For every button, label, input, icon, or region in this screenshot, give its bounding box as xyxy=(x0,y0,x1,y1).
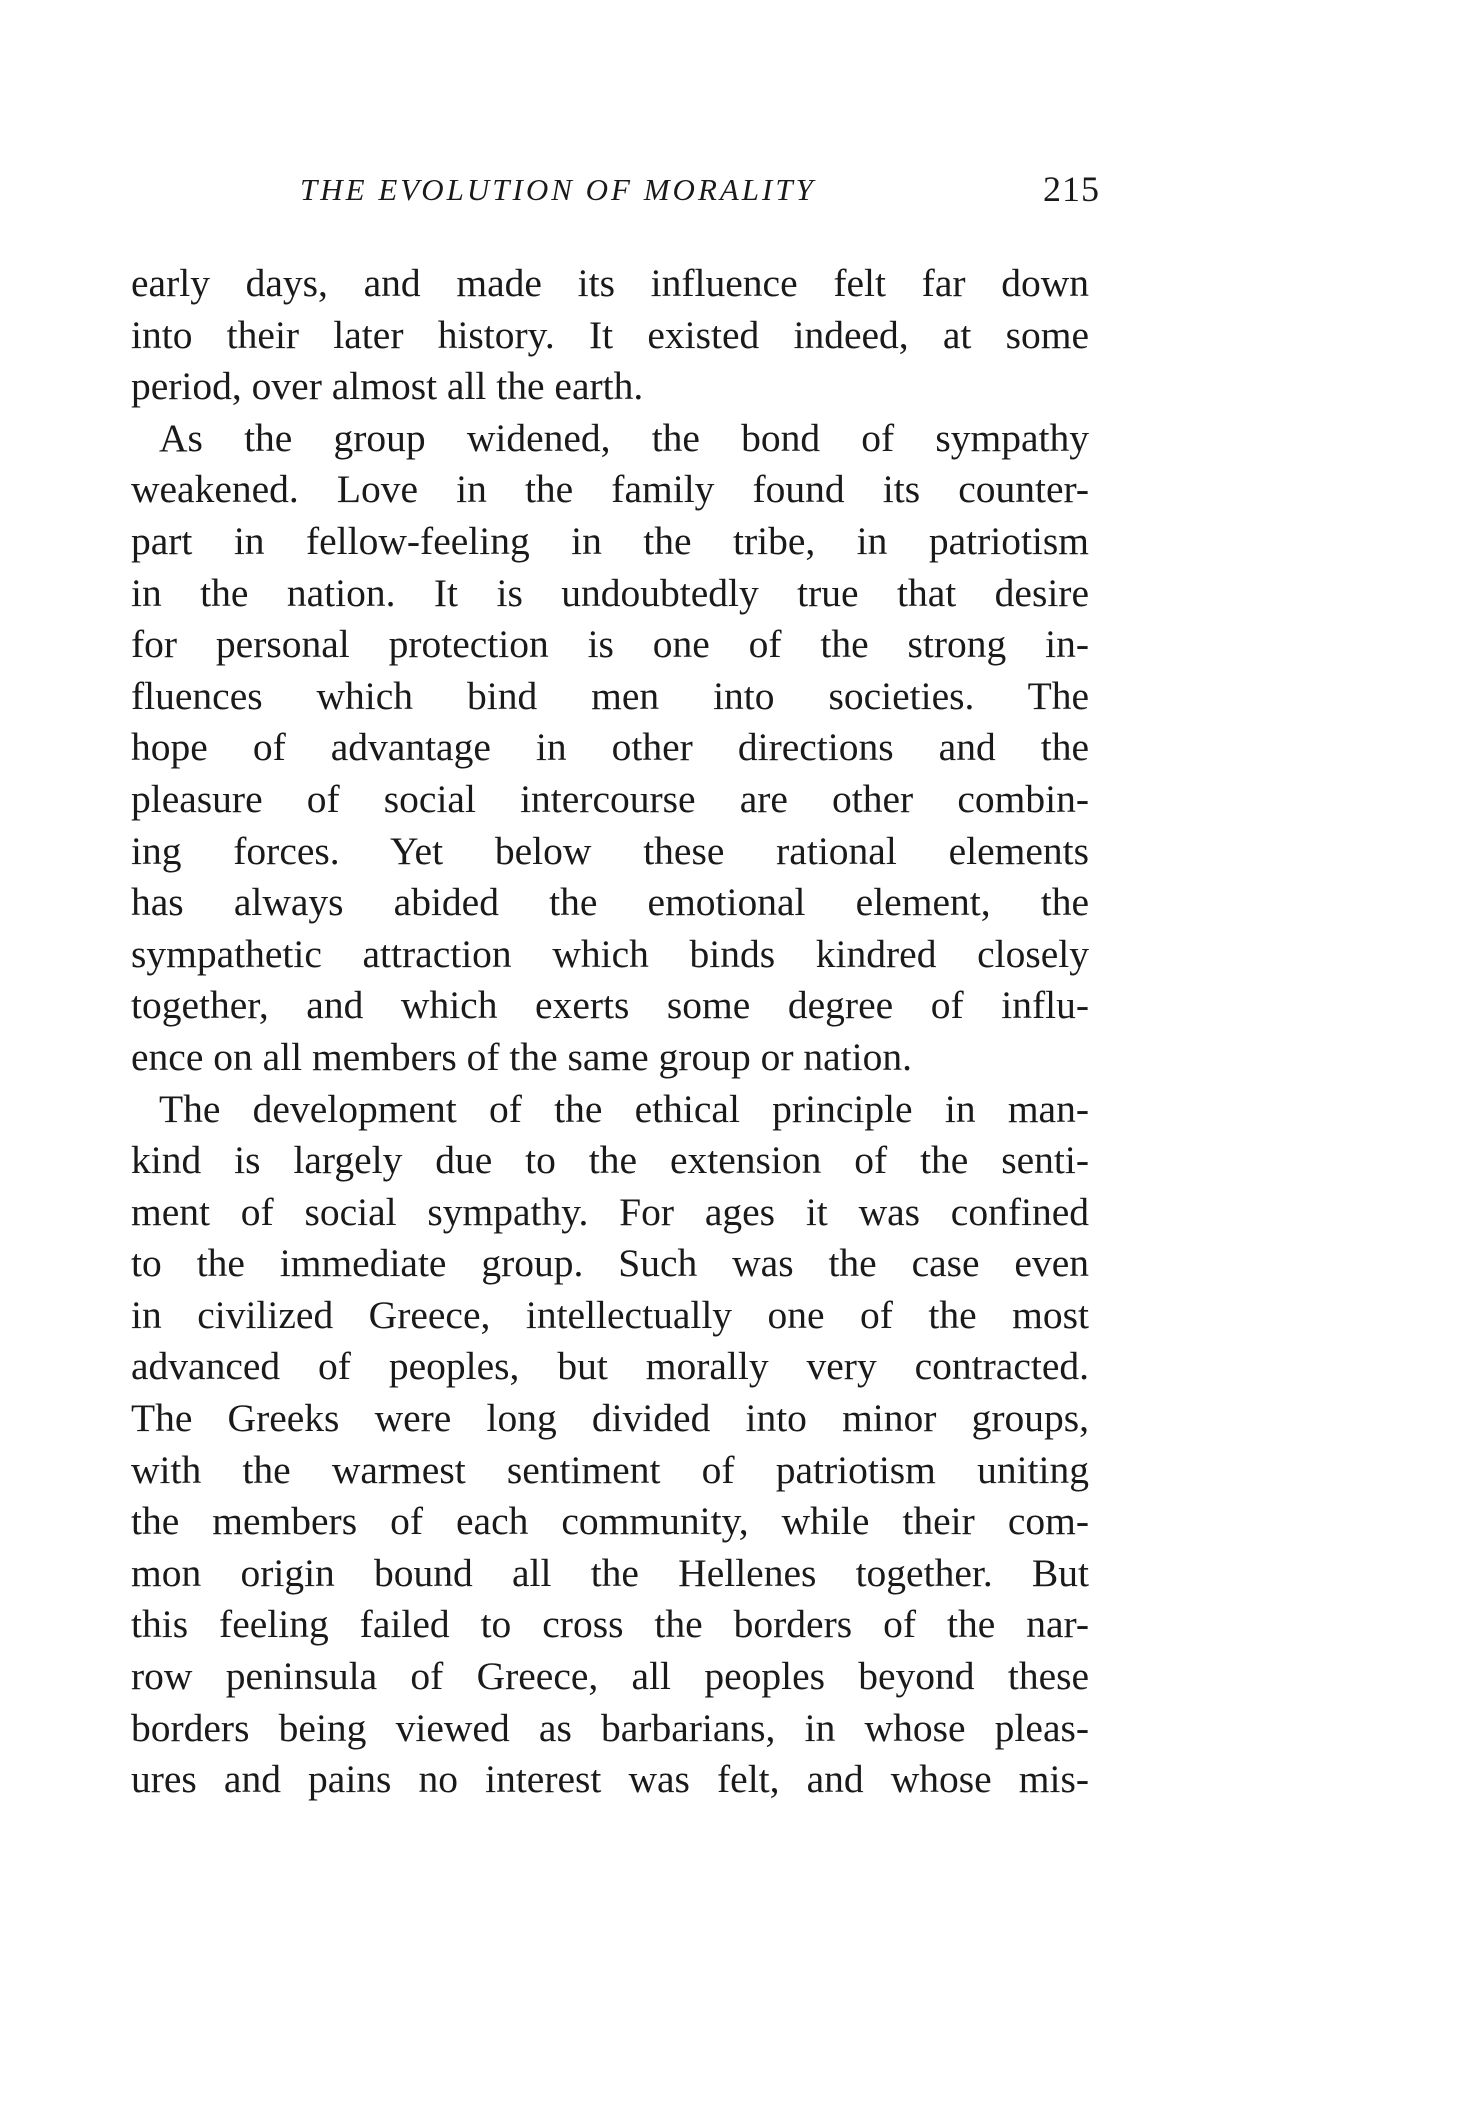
running-header xyxy=(300,168,1100,212)
page-number: 215 xyxy=(1043,169,1100,209)
text-line: has always abided the emotional element, the xyxy=(131,880,1089,925)
text-line: ment of social sympathy. For ages it was confined xyxy=(131,1189,1089,1234)
text-line: kind is largely due to the extension of the senti- xyxy=(131,1138,1089,1183)
paragraph xyxy=(131,1084,1089,1806)
text-line: The development of the ethical principle in man- xyxy=(159,1086,1089,1131)
text-line: The Greeks were long divided into minor groups, xyxy=(131,1396,1089,1441)
text-line: weakened. Love in the family found its counter- xyxy=(131,467,1089,512)
text-line: early days, and made its influence felt far down xyxy=(131,261,1089,305)
paragraph xyxy=(131,258,1089,413)
text-line: with the warmest sentiment of patriotism uniting xyxy=(131,1447,1089,1492)
text-line: into their later history. It existed indeed, at some xyxy=(131,312,1089,357)
text-line: sympathetic attraction which binds kindred closely xyxy=(131,931,1089,976)
text-line: in the nation. It is undoubtedly true that desire xyxy=(131,570,1089,615)
text-line: ing forces. Yet below these rational elements xyxy=(131,828,1089,873)
text-line: row peninsula of Greece, all peoples beyond these xyxy=(131,1654,1089,1699)
text-line: period, over almost all the earth. xyxy=(131,364,644,409)
text-line: together, and which exerts some degree of influ- xyxy=(131,983,1089,1028)
text-line: ures and pains no interest was felt, and whose mis- xyxy=(131,1757,1089,1802)
running-title: THE EVOLUTION OF MORALITY xyxy=(300,172,816,207)
text-line: part in fellow-feeling in the tribe, in patriotism xyxy=(131,518,1089,563)
text-line: to the immediate group. Such was the case even xyxy=(131,1241,1089,1286)
text-line: ence on all members of the same group or nation. xyxy=(131,1034,912,1079)
text-line: for personal protection is one of the strong in- xyxy=(131,622,1089,667)
text-line: fluences which bind men into societies. The xyxy=(131,673,1089,718)
text-line: the members of each community, while their com- xyxy=(131,1499,1089,1544)
text-line: this feeling failed to cross the borders of the nar- xyxy=(131,1602,1089,1647)
text-line: As the group widened, the bond of sympathy xyxy=(159,415,1089,460)
text-line: mon origin bound all the Hellenes together. But xyxy=(131,1550,1089,1595)
text-line: pleasure of social intercourse are other combin- xyxy=(131,776,1089,821)
paragraph xyxy=(131,413,1089,1084)
text-line: borders being viewed as barbarians, in whose pleas- xyxy=(131,1705,1089,1750)
text-line: advanced of peoples, but morally very contracted. xyxy=(131,1344,1089,1389)
text-line: hope of advantage in other directions and the xyxy=(131,725,1089,770)
text-line: in civilized Greece, intellectually one of the most xyxy=(131,1292,1089,1337)
body-text xyxy=(131,258,1089,1806)
